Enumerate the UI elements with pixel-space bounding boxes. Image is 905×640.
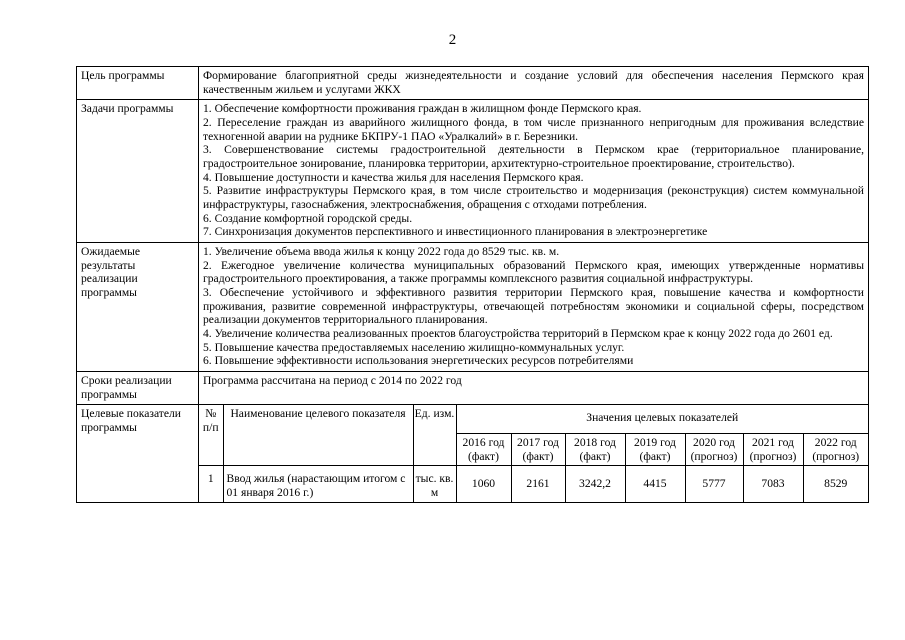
year-header: 2018 год (факт) [565,434,625,466]
indicator-number: 1 [199,466,223,502]
program-passport-table [76,66,869,503]
year-header: 2019 год (факт) [625,434,685,466]
indicators-label: Целевые показатели программы [77,405,199,502]
result-item: 3. Обеспечение устойчивого и эффективного развития территории Пермского края, повышение качества и комфортности проживания, развитие современной инфраструктуры, отвечающей потребностям экономики и социальной сферы, посредством реализации документов территориального планирования. [203,286,864,327]
indicator-value: 2161 [511,466,565,502]
results-row [77,243,869,372]
indicator-row [199,466,868,502]
indicator-unit: тыс. кв. м [413,466,456,502]
indicator-value: 7083 [743,466,803,502]
page-number: 2 [448,32,457,48]
task-item: 5. Развитие инфраструктуры Пермского края, в том числе строительство и модернизация (реконструкция) систем коммунальной инфраструктуры, газоснабжения, электроснабжения, обращения с отходами потребления. [203,184,864,212]
tasks-label: Задачи программы [77,100,199,243]
indicator-value: 1060 [456,466,511,502]
year-header: 2020 год (прогноз) [685,434,743,466]
result-item: 6. Повышение эффективности использования энергетических ресурсов потребителями [203,354,634,368]
result-item: 4. Увеличение количества реализованных проектов благоустройства территорий в Пермском крае к концу 2022 года до 2601 ед. [203,327,833,341]
task-item: 6. Создание комфортной городской среды. [203,211,413,225]
col-unit-header: Ед. изм. [413,405,456,466]
indicators-table [199,405,868,501]
terms-text: Программа рассчитана на период с 2014 по 2022 год [199,372,869,405]
values-header: Значения целевых показателей [456,405,868,433]
task-item: 3. Совершенствование системы градостроительной деятельности в Пермском крае (территориальное планирование, градостроительное зонирование, планировка территории, архитектурно-строительное проектирование, строительство). [203,143,864,171]
tasks-row [77,100,869,243]
year-header: 2021 год (прогноз) [743,434,803,466]
indicator-value: 5777 [685,466,743,502]
indicator-value: 3242,2 [565,466,625,502]
tasks-list [199,100,869,243]
col-number-header: № п/п [199,405,223,466]
year-header: 2016 год (факт) [456,434,511,466]
indicators-row [77,405,869,502]
terms-label: Сроки реализации программы [77,372,199,405]
year-header: 2017 год (факт) [511,434,565,466]
year-header: 2022 год (прогноз) [803,434,868,466]
results-list [199,243,869,372]
indicators-cell [199,405,869,502]
task-item: 7. Синхронизация документов перспективного и инвестиционного планирования в электроэнергетике [203,225,708,239]
task-item: 2. Переселение граждан из аварийного жилищного фонда, в том числе признанного непригодным для проживания вследствие техногенной аварии на руднике БКПРУ-1 ПАО «Уралкалий» в г. Березники. [203,116,864,143]
goal-text: Формирование благоприятной среды жизнедеятельности и создание условий для обеспечения населения Пермского края качественным жильем и услугами ЖКХ [199,67,869,100]
goal-label: Цель программы [77,67,199,100]
terms-row [77,372,869,405]
indicator-name: Ввод жилья (нарастающим итогом с 01 января 2016 г.) [223,466,413,502]
indicator-value: 8529 [803,466,868,502]
goal-row [77,67,869,100]
result-item: 1. Увеличение объема ввода жилья к концу 2022 года до 8529 тыс. кв. м. [203,245,560,259]
result-item: 5. Повышение качества предоставляемых населению жилищно-коммунальных услуг. [203,340,625,354]
col-name-header: Наименование целевого показателя [223,405,413,466]
results-label: Ожидаемые результаты реализации программы [77,243,199,372]
task-item: 1. Обеспечение комфортности проживания граждан в жилищном фонде Пермского края. [203,102,642,116]
indicator-value: 4415 [625,466,685,502]
task-item: 4. Повышение доступности и качества жилья для населения Пермского края. [203,170,584,184]
result-item: 2. Ежегодное увеличение количества муниципальных образований Пермского края, имеющих утвержденные нормативы градостроительного проектирования, а также программы комплексного развития социальной инфраструктуры. [203,258,864,286]
